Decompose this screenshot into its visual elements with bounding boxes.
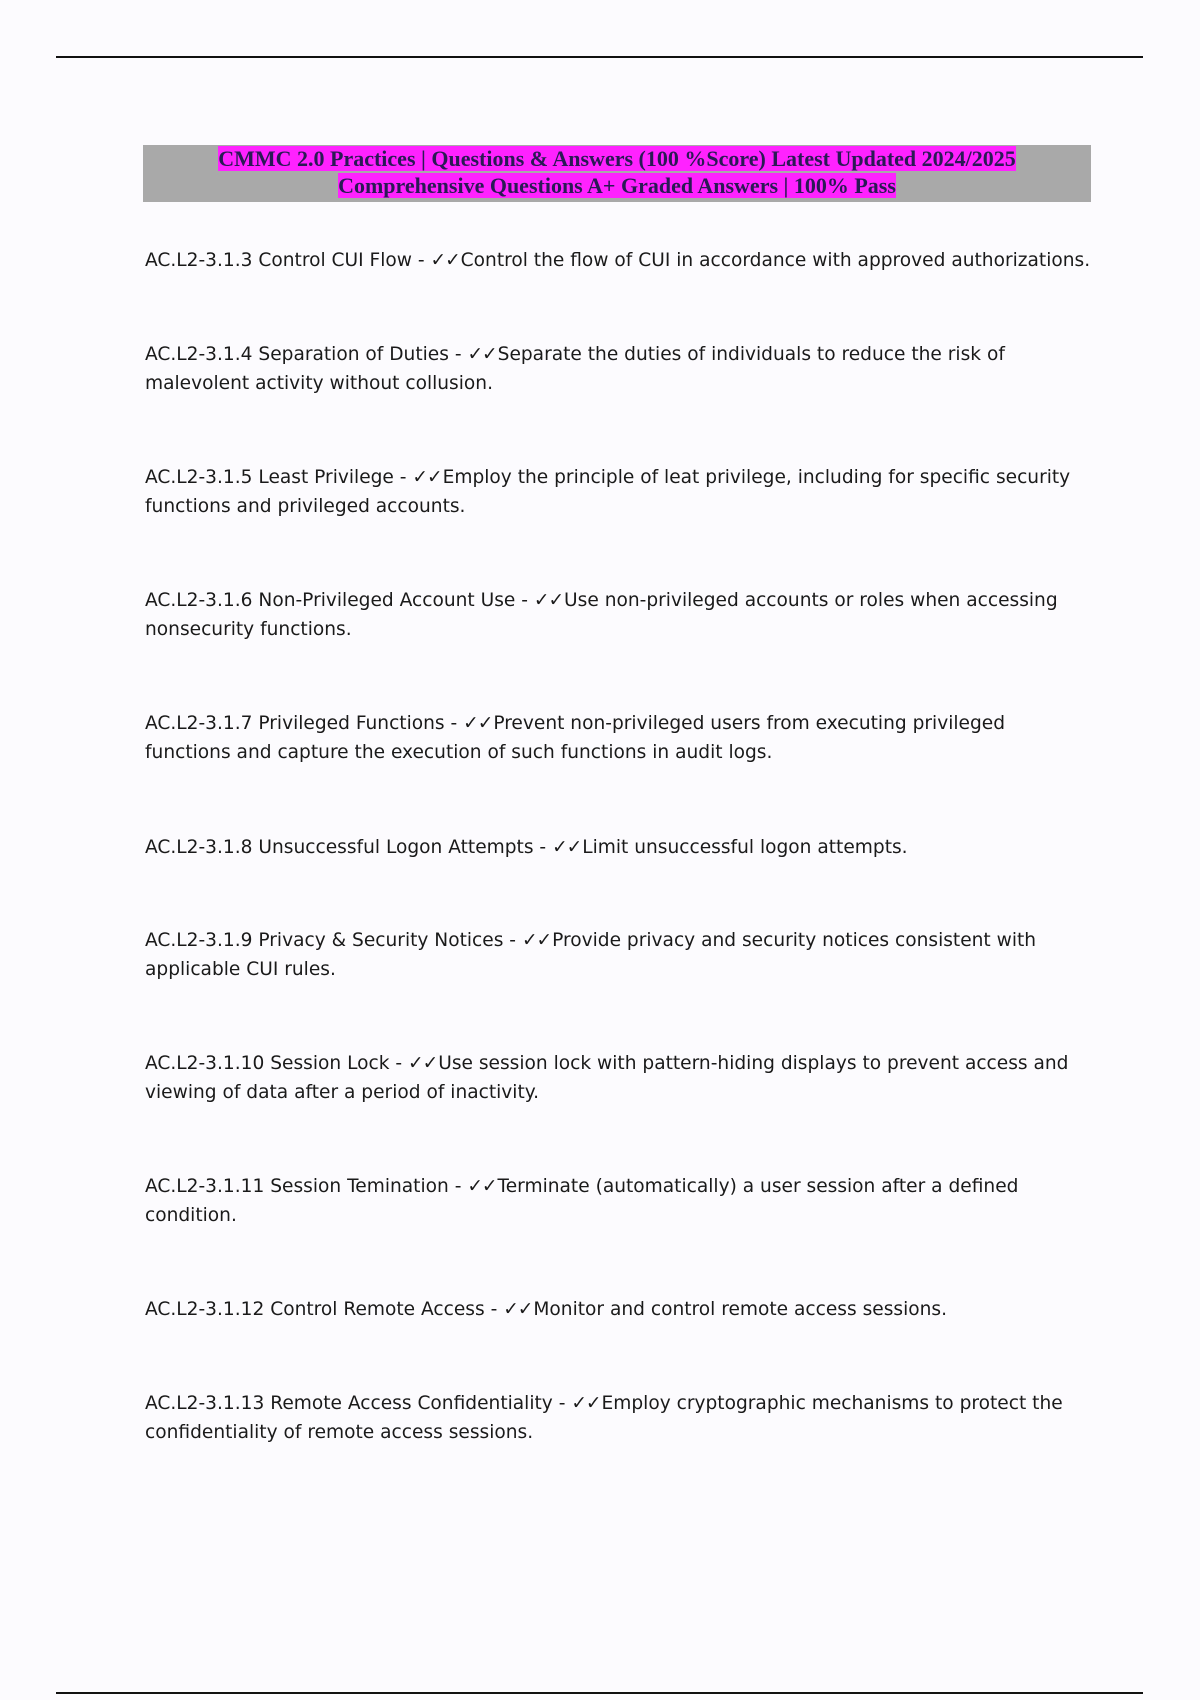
qa-entry <box>145 710 1095 767</box>
double-check-icon: ✓✓ <box>467 344 497 365</box>
qa-entry <box>145 341 1095 398</box>
qa-entry <box>145 927 1095 984</box>
entry-term: AC.L2-3.1.10 Session Lock - <box>145 1053 409 1074</box>
double-check-icon: ✓✓ <box>408 1053 438 1074</box>
entry-answer: Employ the principle of leat privilege, including for specific security functions and privileged accounts. <box>145 467 1071 517</box>
entry-term: AC.L2-3.1.7 Privileged Functions - <box>145 713 464 734</box>
qa-entry <box>145 1296 1095 1325</box>
entry-answer: Use non-privileged accounts or roles when accessing nonsecurity functions. <box>145 590 1058 640</box>
qa-entry <box>145 464 1095 521</box>
double-check-icon: ✓✓ <box>521 930 552 951</box>
double-check-icon: ✓✓ <box>552 837 582 858</box>
entry-term: AC.L2-3.1.3 Control CUI Flow - <box>145 250 431 271</box>
title-line-2: Comprehensive Questions A+ Graded Answers | 100% Pass <box>338 173 896 198</box>
qa-entry <box>145 1050 1095 1107</box>
entry-answer: Limit unsuccessful logon attempts. <box>582 837 908 858</box>
qa-entry <box>145 247 1095 276</box>
entry-answer: Separate the duties of individuals to reduce the risk of malevolent activity without collusion. <box>145 344 1005 394</box>
entry-term: AC.L2-3.1.12 Control Remote Access - <box>145 1299 504 1320</box>
entry-answer: Prevent non-privileged users from executing privileged functions and capture the execution of such functions in audit logs. <box>145 713 1006 763</box>
bottom-rule <box>56 1692 1143 1694</box>
entry-term: AC.L2-3.1.8 Unsuccessful Logon Attempts - <box>145 837 553 858</box>
entry-term: AC.L2-3.1.6 Non-Privileged Account Use - <box>145 590 534 611</box>
qa-entry <box>145 587 1095 644</box>
top-rule <box>56 56 1143 58</box>
entry-answer: Employ cryptographic mechanisms to protect the confidentiality of remote access sessions. <box>145 1393 1063 1443</box>
entry-answer: Terminate (automatically) a user session after a defined condition. <box>145 1176 1019 1226</box>
entry-answer: Use session lock with pattern-hiding displays to prevent access and viewing of data after a period of inactivity. <box>145 1053 1069 1103</box>
entry-term: AC.L2-3.1.11 Session Temination - <box>145 1176 468 1197</box>
double-check-icon: ✓✓ <box>503 1299 533 1320</box>
qa-entry <box>145 1173 1095 1230</box>
title-line-1: CMMC 2.0 Practices | Questions & Answers (100 %Score) Latest Updated 2024/2025 <box>218 146 1016 171</box>
qa-entry <box>145 1390 1095 1447</box>
entry-term: AC.L2-3.1.4 Separation of Duties - <box>145 344 468 365</box>
document-title <box>143 145 1091 202</box>
entry-answer: Provide privacy and security notices consistent with applicable CUI rules. <box>145 930 1037 980</box>
double-check-icon: ✓✓ <box>533 590 564 611</box>
entry-answer: Monitor and control remote access sessions. <box>533 1299 948 1320</box>
entry-answer: Control the flow of CUI in accordance with approved authorizations. <box>460 250 1091 271</box>
entry-term: AC.L2-3.1.9 Privacy & Security Notices - <box>145 930 522 951</box>
double-check-icon: ✓✓ <box>412 467 442 488</box>
double-check-icon: ✓✓ <box>467 1176 497 1197</box>
double-check-icon: ✓✓ <box>463 713 493 734</box>
double-check-icon: ✓✓ <box>430 250 460 271</box>
qa-entry <box>145 834 1095 863</box>
double-check-icon: ✓✓ <box>571 1393 601 1414</box>
entry-term: AC.L2-3.1.13 Remote Access Confidentiality - <box>145 1393 572 1414</box>
entry-term: AC.L2-3.1.5 Least Privilege - <box>145 467 413 488</box>
